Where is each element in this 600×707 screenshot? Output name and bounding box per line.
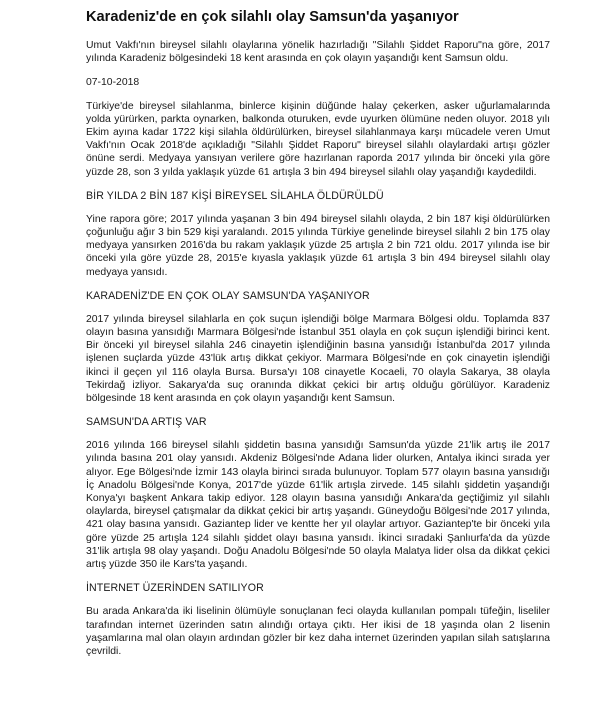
article-paragraph: Yine rapora göre; 2017 yılında yaşanan 3 bin 494 bireysel silahlı olayda, 2 bin 187 kişi öldürülürken çoğunluğu ağır 3 bin 529 kişi yaralandı. 2015 yılında Türkiye genelinde bireysel silahlı 2 bin 175 olay medyaya yansırken 2016'da bu rakam yaklaşık yüzde 25 artışla 2 bin 721 oldu. 2017 yılında ise bir önceki yıla göre yüzde 28, 2015'e kıyasla yaklaşık yüzde 61 artışla 3 bin 494 bireysel silahlı olay medyaya yansıdı. [86,213,550,278]
article-paragraph: 2016 yılında 166 bireysel silahlı şiddetin basına yansıdığı Samsun'da yüzde 21'lik artış ile 2017 yılında basına 201 olay yansıdı. Akdeniz Bölgesi'nde Adana lider olurken, Antalya ikinci sırada yer alıyor. Ege Bölgesi'nde İzmir 143 olayla birinci sırada bulunuyor. Toplam 577 olayın basına yansıdığı İç Anadolu Bölgesi'nde Konya, 2017'de yüzde 61'lik artışla zirvede. 145 silahlı şiddetin yaşandığı Konya'yı başkent Ankara takip ediyor. 128 olayın basına yansıdığı Ankara'da geçtiğimiz yıl silahlı olaylarda, bireysel çatışmalar da dikkat çekici bir artış yaşandı. Güneydoğu Bölgesi'nde 2017 yılında, 421 olay basına yansıdı. Gaziantep lider ve kentte her yıl olaylar artıyor. Gaziantep'te bir önceki yıla göre yüzde 25 artışla 124 silahlı şiddet olayı basına yansıdı. İkinci sıradaki Şanlıurfa'da da yüzde 31'lik artışla 98 olay yaşandı. Doğu Anadolu Bölgesi'nde 50 olayla Malatya lider olsa da dikkat çekici artış yüzde 350 ile Kars'ta yaşandı. [86,440,550,571]
article-paragraph: Türkiye'de bireysel silahlanma, binlerce kişinin düğünde halay çekerken, asker uğurlamalarında yolda yürürken, parkta oynarken, balkonda oturuken, evde uyurken ölümüne neden oluyor. 2018 yılı Ekim ayına kadar 1722 kişi silahla öldürülürken, bireysel silahlanmaya karşı mücadele veren Umut Vakfı'nın Ocak 2018'de açıkladığı "Silahlı Şiddet Raporu" bireysel silahlı olaylardaki artışı gözler önüne serdi. Medyaya yansıyan verilere göre hazırlanan raporda 2017 yılında bir önceki yıla göre yüzde 28, son 3 yılda yaklaşık yüzde 61 artışla 3 bin 494 bireysel silahlı olay yaşandığı kaydedildi. [86,100,550,178]
article-date: 07-10-2018 [86,77,140,89]
article-title: Karadeniz'de en çok silahlı olay Samsun'da yaşanıyor [86,9,459,25]
section-heading: BİR YILDA 2 BİN 187 KİŞİ BİREYSEL SİLAHLA ÖLDÜRÜLDÜ [86,189,384,202]
section-heading: SAMSUN'DA ARTIŞ VAR [86,416,207,429]
section-heading: KARADENİZ'DE EN ÇOK OLAY SAMSUN'DA YAŞANIYOR [86,289,370,302]
article-paragraph: Bu arada Ankara'da iki liselinin ölümüyle sonuçlanan feci olayda kullanılan pompalı tüfeğin, liseliler tarafından internet üzerinden satın alındığı ortaya çıktı. Her ikisi de 18 yaşında olan 2 lisenin yaşamlarına mal olan olayın ardından gözler bir kez daha internet üzerinden yapılan silah satışlarına çevrildi. [86,606,550,657]
article-intro: Umut Vakfı'nın bireysel silahlı olaylarına yönelik hazırladığı "Silahlı Şiddet Raporu"na göre, 2017 yılında Karadeniz bölgesindeki 18 kent arasında en çok olayın yaşandığı kent Samsun oldu. [86,40,550,65]
article-paragraph: 2017 yılında bireysel silahlarla en çok suçun işlendiği bölge Marmara Bölgesi oldu. Toplamda 837 olayın basına yansıdığı Marmara Bölgesi'nde İstanbul 351 olayla en çok suçun işlendiği birinci kent. Bir önceki yıl bireysel silahla 246 cinayetin işlendiğinin basına yansıdığı İstanbul'da 2017 yılında işlenen suçlarda yüzde 43'lük artış dikkat çekiyor. Marmara Bölgesi'nde en çok cinayetin işlendiği ikinci il geçen yıl 116 olayla Bursa. Bursa'yı 108 cinayetle Kocaeli, 70 olayla Sakarya, 38 olayla Tekirdağ izliyor. Sakarya'da suç oranında dikkat çekici bir artış olduğu görülüyor. Karadeniz bölgesinde 18 kent arasında en çok olayın yaşandığı kent Samsun. [86,313,550,405]
section-heading: İNTERNET ÜZERİNDEN SATILIYOR [86,582,264,595]
